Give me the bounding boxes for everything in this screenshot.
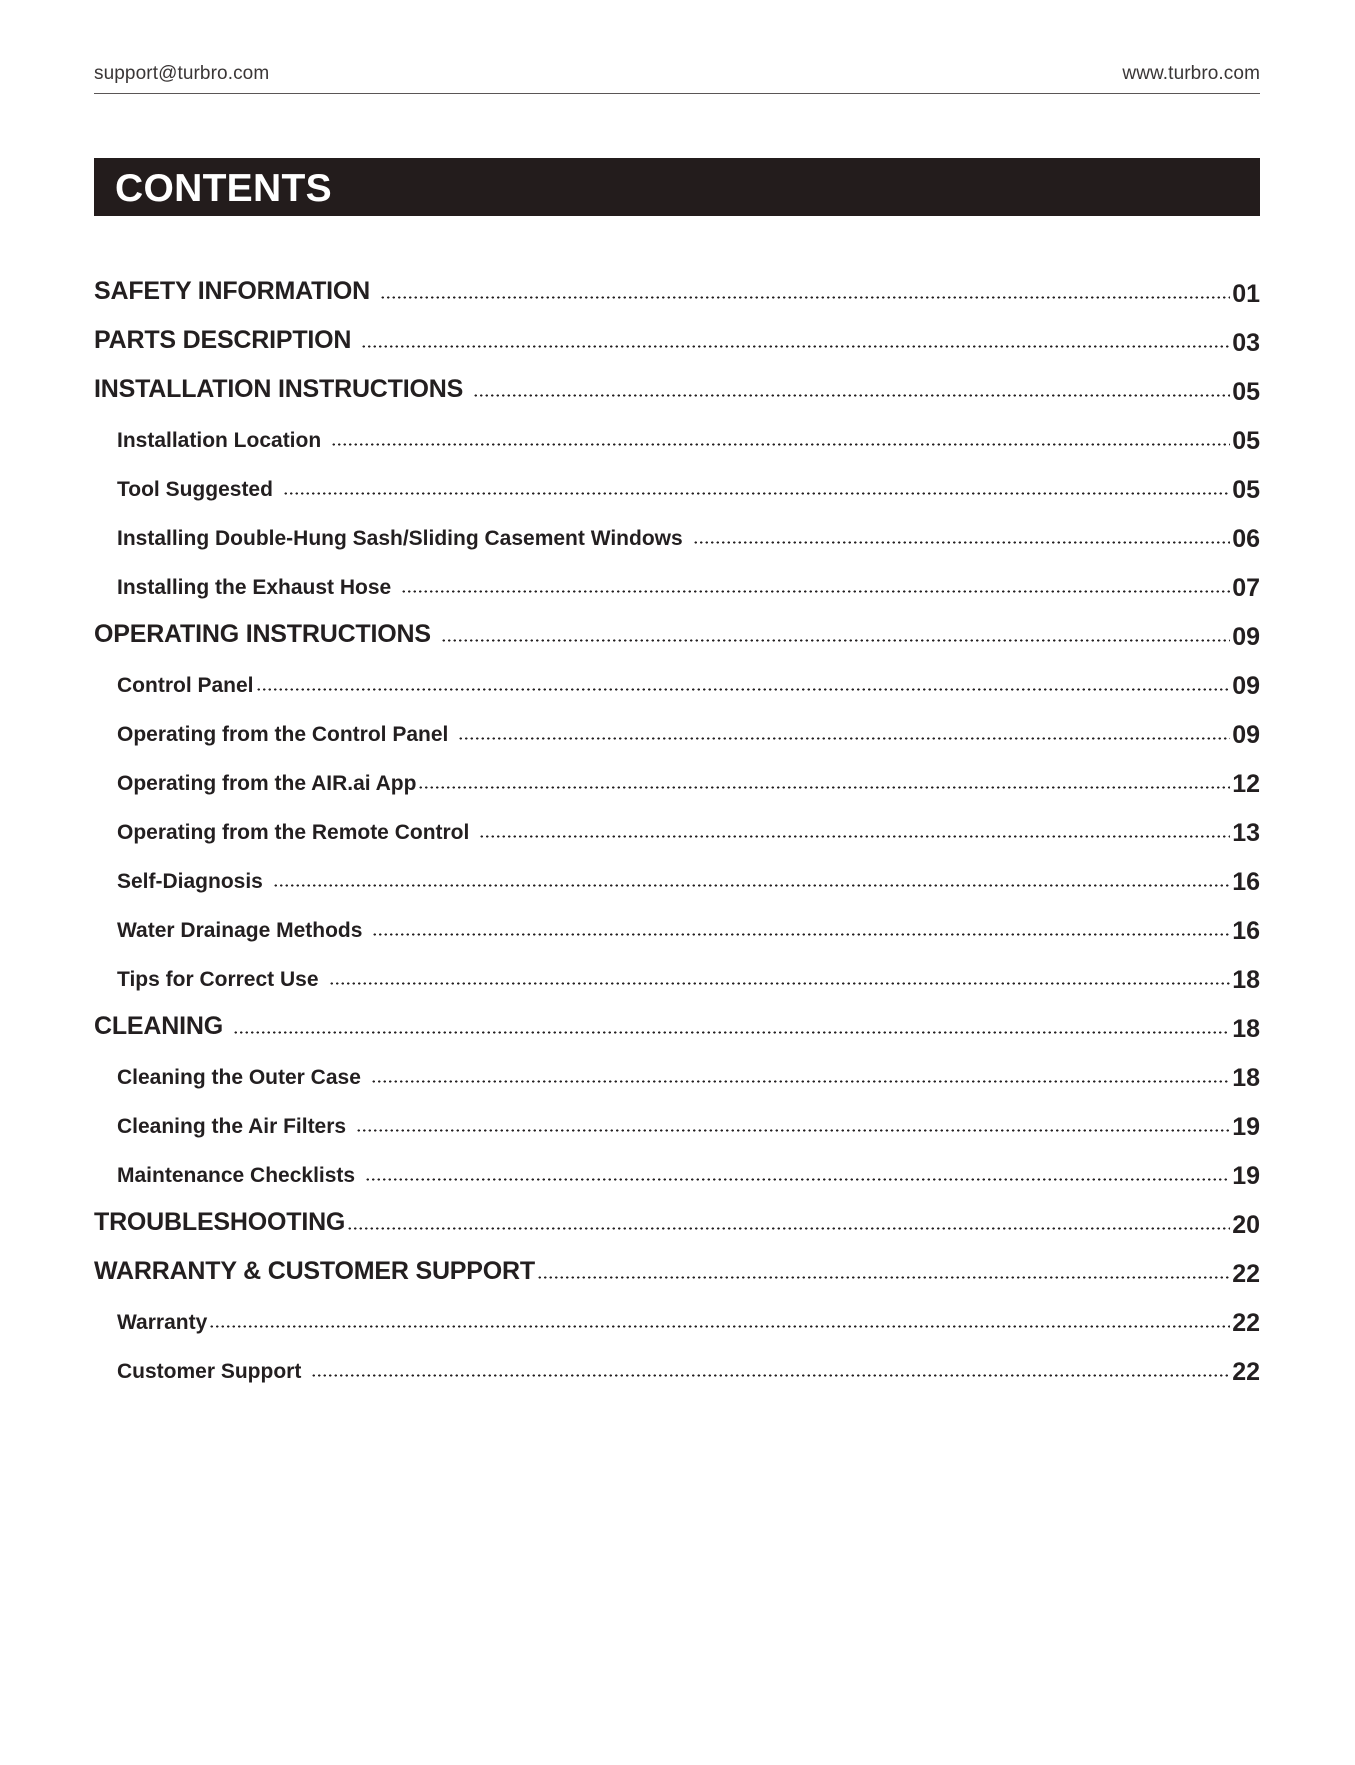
toc-entry-page: 18 [1232, 1015, 1260, 1043]
toc-entry-label: Operating from the Remote Control [117, 821, 470, 844]
toc-entry[interactable] [94, 315, 1260, 355]
dot-leader [356, 1129, 1230, 1132]
toc-entry[interactable] [94, 658, 1260, 698]
dot-leader [479, 835, 1230, 838]
dot-leader [233, 1031, 1230, 1034]
toc-entry-page: 05 [1232, 427, 1260, 455]
toc-entry-page: 22 [1232, 1260, 1260, 1288]
toc-entry[interactable] [94, 462, 1260, 502]
dot-leader [458, 737, 1230, 740]
toc-entry-page: 18 [1232, 966, 1260, 994]
toc-entry-page: 05 [1232, 378, 1260, 406]
toc-entry-page: 05 [1232, 476, 1260, 504]
toc-entry[interactable] [94, 952, 1260, 992]
toc-entry-page: 16 [1232, 868, 1260, 896]
toc-entry[interactable] [94, 1050, 1260, 1090]
toc-entry-page: 12 [1232, 770, 1260, 798]
toc-entry-label: Installing the Exhaust Hose [117, 576, 392, 599]
dot-leader [473, 394, 1230, 397]
dot-leader [418, 786, 1230, 789]
toc-entry[interactable] [94, 413, 1260, 453]
toc-entry-page: 07 [1232, 574, 1260, 602]
toc-entry[interactable] [94, 1197, 1260, 1237]
toc-entry[interactable] [94, 805, 1260, 845]
dot-leader [256, 688, 1231, 691]
toc-entry-label: Customer Support [117, 1360, 302, 1383]
dot-leader [441, 639, 1230, 642]
toc-entry[interactable] [94, 1295, 1260, 1335]
toc-entry-page: 19 [1232, 1162, 1260, 1190]
toc-entry-label: Maintenance Checklists [117, 1164, 356, 1187]
toc-entry-label: TROUBLESHOOTING [94, 1208, 346, 1236]
toc-entry-label: Self-Diagnosis [117, 870, 263, 893]
dot-leader [371, 1080, 1230, 1083]
dot-leader [537, 1276, 1230, 1279]
toc-entry[interactable] [94, 266, 1260, 306]
toc-entry[interactable] [94, 756, 1260, 796]
toc-entry-label: Water Drainage Methods [117, 919, 363, 942]
toc-entry-label: Operating from the Control Panel [117, 723, 449, 746]
toc-entry[interactable] [94, 1099, 1260, 1139]
contents-title-bar [94, 158, 1260, 216]
toc-entry-page: 22 [1232, 1358, 1260, 1386]
toc-entry-label: Control Panel [117, 674, 254, 697]
dot-leader [209, 1325, 1230, 1328]
support-email[interactable]: support@turbro.com [94, 63, 270, 84]
dot-leader [273, 884, 1230, 887]
toc-entry-label: INSTALLATION INSTRUCTIONS [94, 375, 464, 403]
toc-entry-label: Cleaning the Outer Case [117, 1066, 361, 1089]
toc-entry[interactable] [94, 1001, 1260, 1041]
page-title: CONTENTS [115, 167, 332, 210]
dot-leader [380, 296, 1230, 299]
toc-entry[interactable] [94, 854, 1260, 894]
toc-entry-label: PARTS DESCRIPTION [94, 326, 352, 354]
toc-entry-page: 16 [1232, 917, 1260, 945]
dot-leader [401, 590, 1230, 593]
dot-leader [311, 1374, 1230, 1377]
website-link[interactable]: www.turbro.com [1122, 63, 1260, 84]
toc-entry-page: 22 [1232, 1309, 1260, 1337]
toc-entry-page: 09 [1232, 672, 1260, 700]
dot-leader [372, 933, 1230, 936]
toc-entry[interactable] [94, 609, 1260, 649]
toc-entry-label: Installation Location [117, 429, 322, 452]
toc-entry-page: 13 [1232, 819, 1260, 847]
toc-entry-page: 18 [1232, 1064, 1260, 1092]
toc-entry-page: 06 [1232, 525, 1260, 553]
toc-entry[interactable] [94, 903, 1260, 943]
toc-entry-label: CLEANING [94, 1012, 223, 1040]
toc-entry[interactable] [94, 1246, 1260, 1286]
page-header [94, 62, 1260, 94]
toc-entry-label: OPERATING INSTRUCTIONS [94, 620, 431, 648]
toc-entry[interactable] [94, 364, 1260, 404]
toc-entry[interactable] [94, 511, 1260, 551]
toc-entry[interactable] [94, 1148, 1260, 1188]
toc-entry-label: Installing Double-Hung Sash/Sliding Casement Windows [117, 527, 683, 550]
dot-leader [361, 345, 1230, 348]
toc-entry-page: 09 [1232, 623, 1260, 651]
dot-leader [331, 443, 1230, 446]
toc-entry-label: WARRANTY & CUSTOMER SUPPORT [94, 1257, 535, 1285]
dot-leader [347, 1227, 1230, 1230]
dot-leader [365, 1178, 1230, 1181]
toc-entry[interactable] [94, 707, 1260, 747]
toc-entry-label: Operating from the AIR.ai App [117, 772, 417, 795]
toc-entry-label: Cleaning the Air Filters [117, 1115, 347, 1138]
dot-leader [693, 541, 1231, 544]
toc-entry-page: 19 [1232, 1113, 1260, 1141]
toc-entry-page: 20 [1232, 1211, 1260, 1239]
toc-entry-page: 03 [1232, 329, 1260, 357]
toc-entry-label: Tips for Correct Use [117, 968, 319, 991]
dot-leader [283, 492, 1230, 495]
dot-leader [329, 982, 1231, 985]
toc-entry[interactable] [94, 560, 1260, 600]
toc-entry-page: 09 [1232, 721, 1260, 749]
toc-entry-label: Warranty [117, 1311, 208, 1334]
toc-entry-page: 01 [1232, 280, 1260, 308]
toc-entry[interactable] [94, 1344, 1260, 1384]
toc-entry-label: Tool Suggested [117, 478, 273, 501]
toc-entry-label: SAFETY INFORMATION [94, 277, 371, 305]
